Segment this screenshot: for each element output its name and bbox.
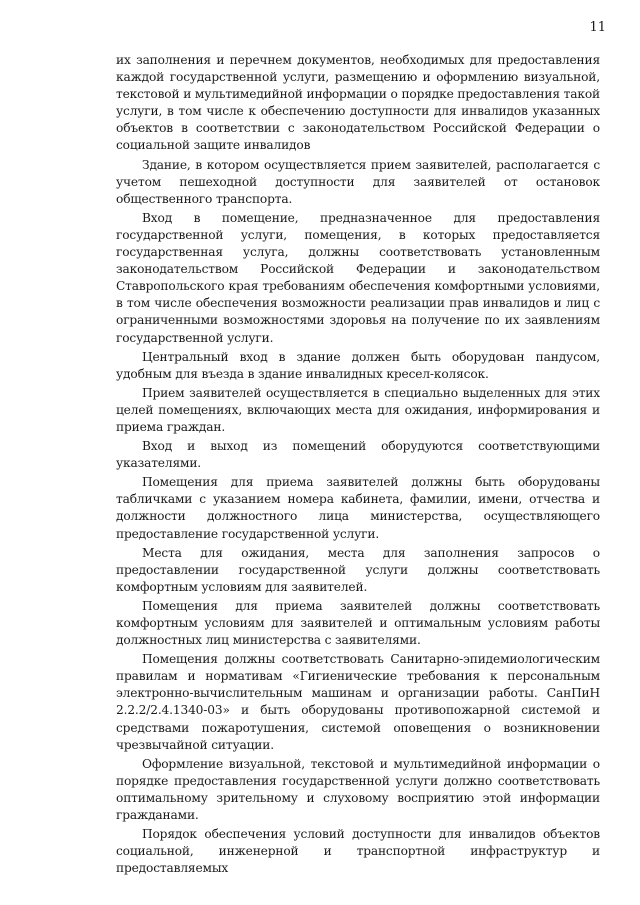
paragraph-continuation: их заполнения и перечнем документов, необходимых для предоставления каждой государственной услуги, размещению и оформлению визуальной, текстовой и мультимедийной информации о порядке предоставления такой услуги, в том числе к обеспечению доступности для инвалидов указанных объектов в соответствии с законодательством Российской Федерации о социальной защите инвалидов: [116, 53, 600, 153]
paragraph: Центральный вход в здание должен быть оборудован пандусом, удобным для въезда в здание инвалидных кресел-колясок.: [116, 349, 600, 381]
paragraph: Помещения для приема заявителей должны быть оборудованы табличками с указанием номера кабинета, фамилии, имени, отчества и должности должностного лица министерства, осуществляющего предоставление государственной услуги.: [116, 475, 600, 541]
paragraph: Вход в помещение, предназначенное для предоставления государственной услуги, помещения, в которых предоставляется государственная услуга, должны соответствовать установленным законодательством Российской Федерации и законодательством Ставропольского края требованиям обеспечения комфортными условиями, в том числе обеспечения возможности реализации прав инвалидов и лиц с ограниченными возможностями здоровья на получение по их заявлениям государственной услуги.: [116, 210, 600, 345]
paragraph: Порядок обеспечения условий доступности для инвалидов объектов социальной, инженерной и транспортной инфраструктур и предоставляемых: [116, 827, 600, 876]
paragraph: Помещения должны соответствовать Санитарно-эпидемиологическим правилам и нормативам «Гигиенические требования к персональным электронно-вычислительным машинам и организации работы. СанПиН 2.2.2/2.4.1340-03» и быть оборудованы противопожарной системой и средствами пожаротушения, системой оповещения о возникновении чрезвычайной ситуации.: [116, 652, 600, 752]
paragraph: Места для ожидания, места для заполнения запросов о предоставлении государственной услуги должны соответствовать комфортным условиям для заявителей.: [116, 545, 600, 594]
paragraph: Оформление визуальной, текстовой и мультимедийной информации о порядке предоставления государственной услуги должно соответствовать оптимальному зрительному и слуховому восприятию этой информации гражданами.: [116, 756, 600, 823]
paragraph: Прием заявителей осуществляется в специально выделенных для этих целей помещениях, включающих места для ожидания, информирования и приема граждан.: [116, 385, 600, 434]
paragraph: Помещения для приема заявителей должны соответствовать комфортным условиям для заявителей и оптимальным условиям работы должностных лиц министерства с заявителями.: [116, 598, 600, 648]
paragraph: Здание, в котором осуществляется прием заявителей, располагается с учетом пешеходной доступности для заявителей от остановок общественного транспорта.: [116, 157, 600, 206]
body-text: [116, 52, 600, 877]
paragraph: Вход и выход из помещений оборудуются соответствующими указателями.: [116, 439, 600, 471]
page-number: 11: [589, 20, 606, 35]
